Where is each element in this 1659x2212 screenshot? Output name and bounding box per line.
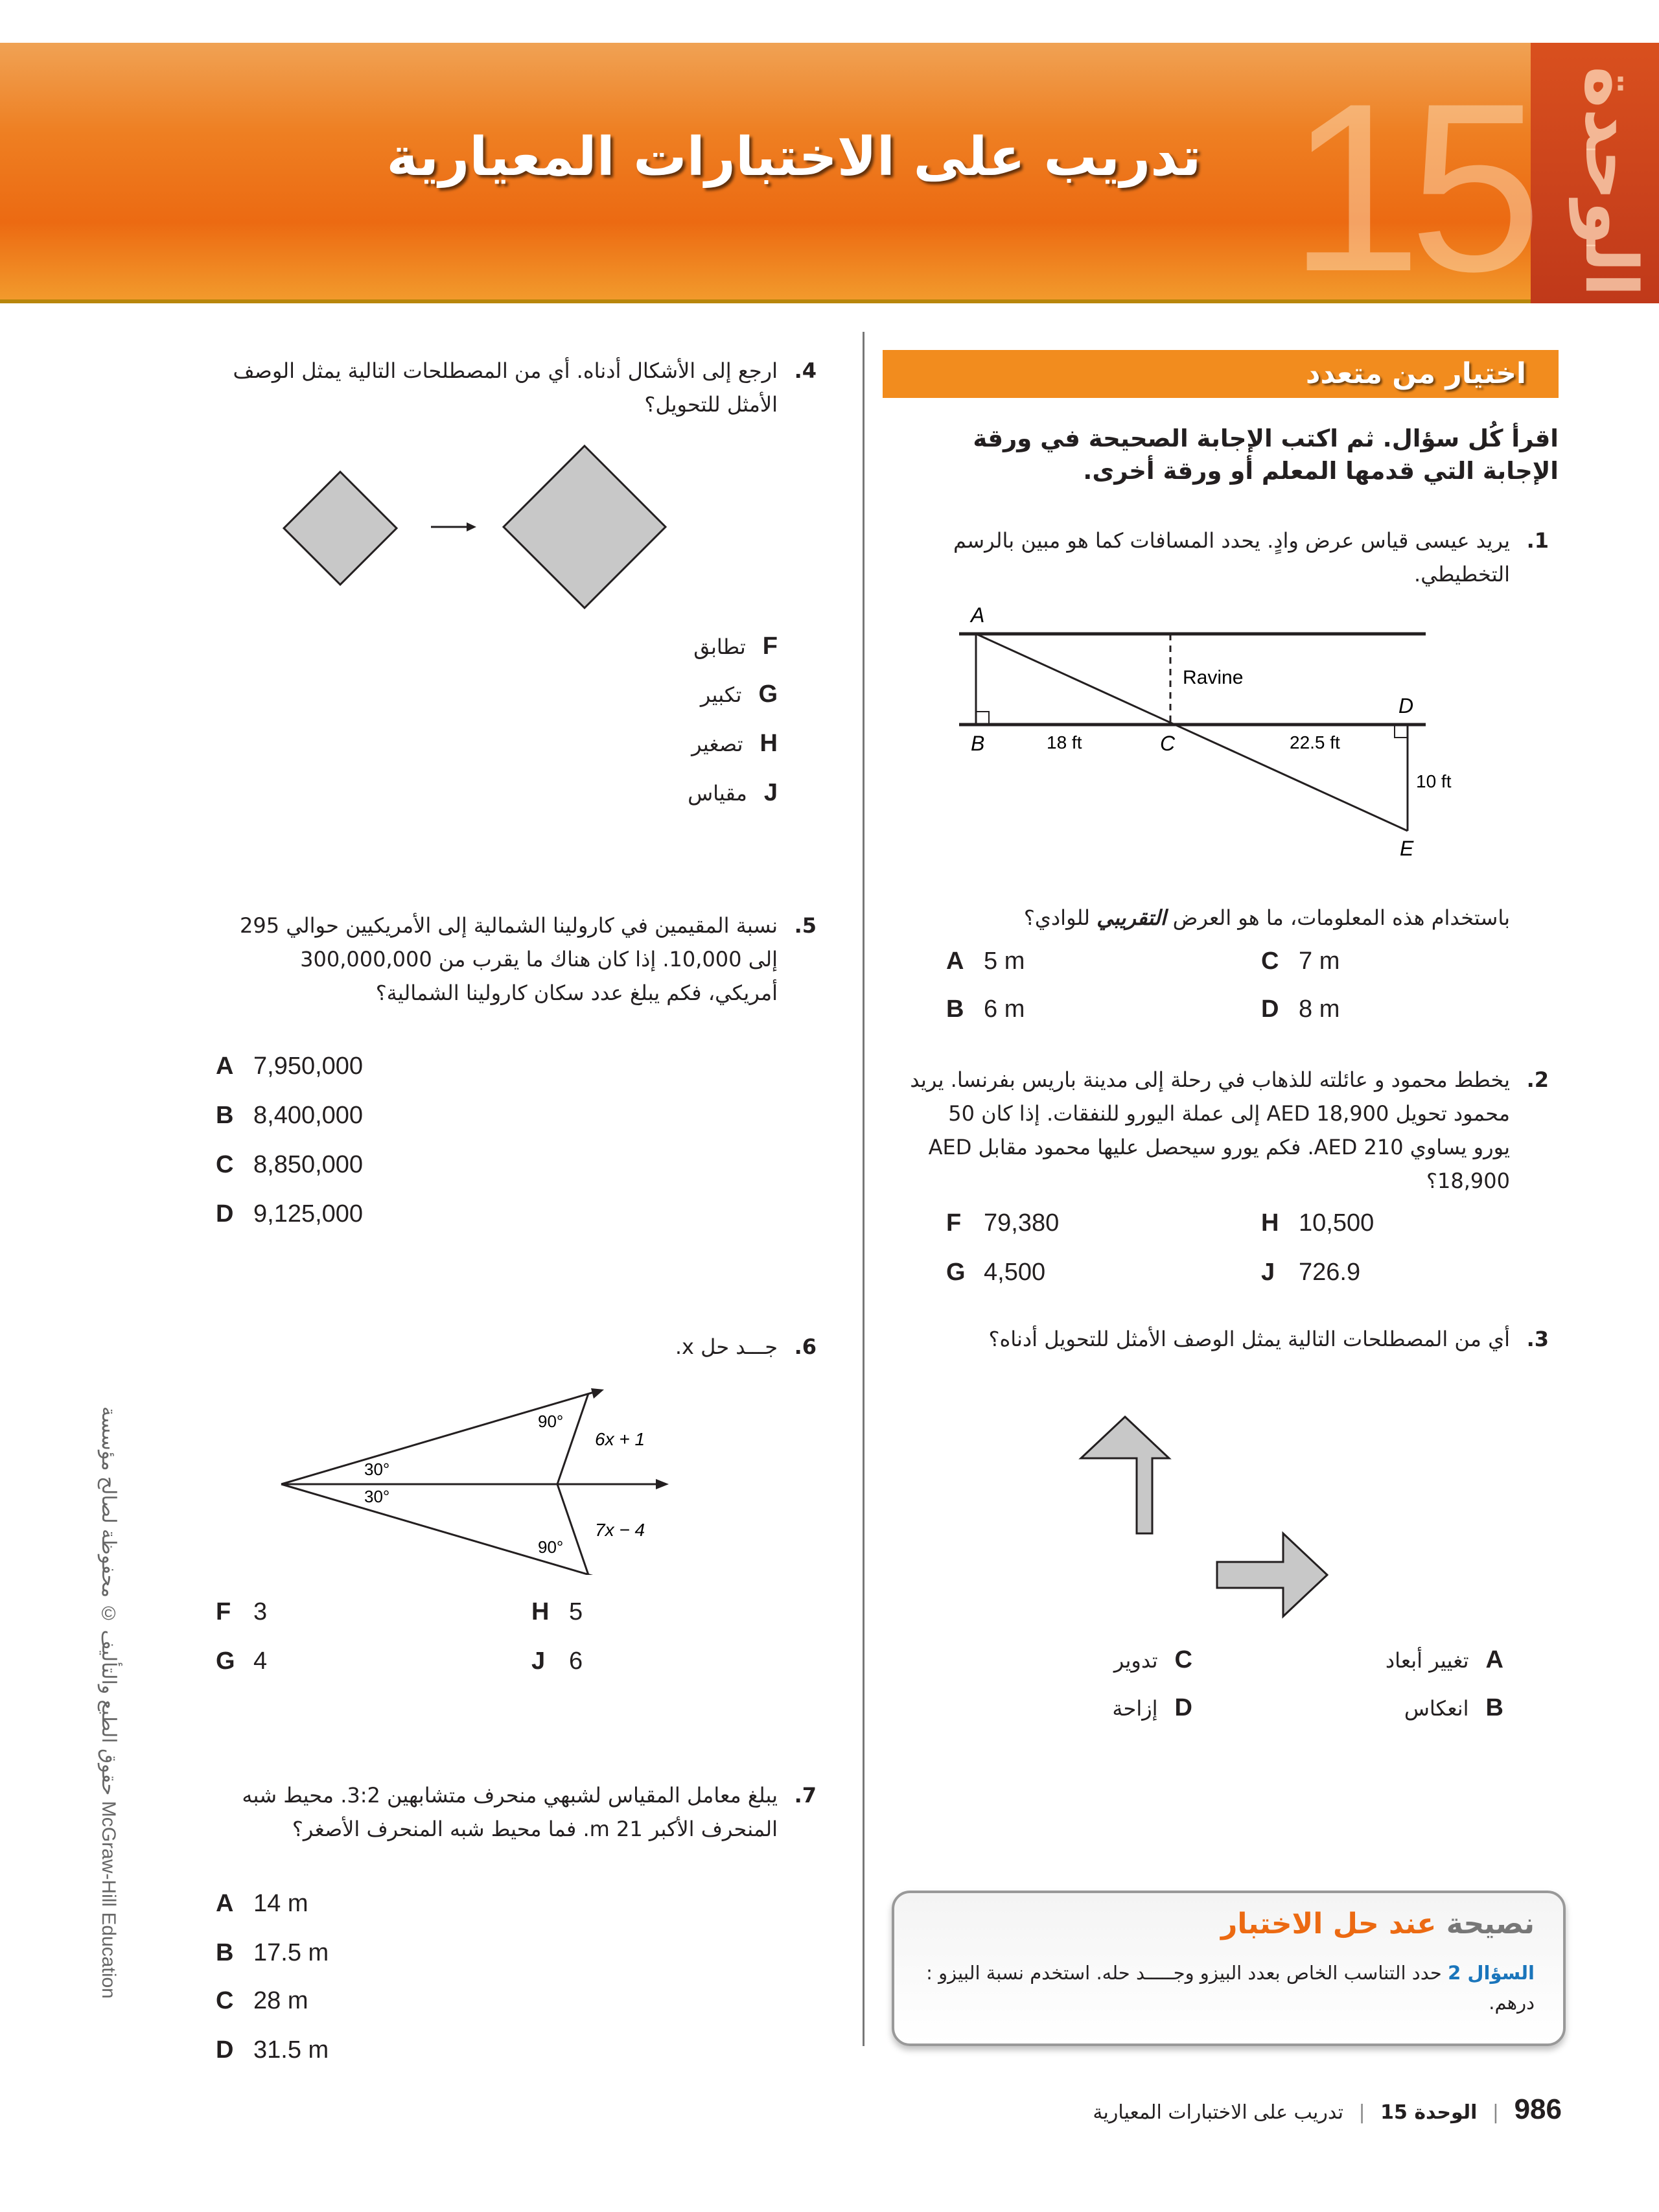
option-a[interactable]: A 14 m <box>216 1890 308 1917</box>
tip-text: حدد التناسب الخاص بعدد البيزو وجـــــد حله. استخدم نسبة البيزو : درهم. <box>926 1962 1535 2014</box>
question-2: 2. يخطط محمود و عائلته للذهاب في رحلة إلى مدينة باريس بفرنسا. يريد محمود تحويل AED 18,900 إلى عملة اليورو للنفقات. إذا كان 50 يورو يساوي AED 210. فكم يورو سيحصل عليها محمود مقابل AED 18,900؟ <box>910 1067 1549 1193</box>
option-b[interactable]: B 8,400,000 <box>216 1102 364 1129</box>
expr-bottom: 7x − 4 <box>595 1520 645 1540</box>
question-7: 7. يبلغ معامل المقياس لشبهي منحرف متشابهين 3:2. محيط شبه المنحرف الأكبر 21 m. فما محيط شبه المنحرف الأصغر؟ <box>242 1783 817 1841</box>
option-b[interactable]: B 6 m <box>946 995 1025 1023</box>
length-cd: 22.5 ft <box>1290 732 1340 752</box>
question-text: يبلغ معامل المقياس لشبهي منحرف متشابهين 3:2. محيط شبه المنحرف الأكبر 21 m. فما محيط شبه المنحرف الأصغر؟ <box>242 1783 778 1841</box>
option-j[interactable]: J 726.9 <box>1261 1259 1361 1286</box>
option-d[interactable]: D 8 m <box>1261 995 1340 1023</box>
option-c[interactable]: C 7 m <box>1261 948 1340 975</box>
right-angle-b <box>976 712 989 725</box>
option-j[interactable]: J 6 <box>531 1647 583 1675</box>
option-h[interactable]: Hتصغير <box>691 730 778 757</box>
option-d[interactable]: D 9,125,000 <box>216 1200 364 1228</box>
angle-30-top: 30° <box>364 1460 390 1479</box>
question-5: 5. نسبة المقيمين في كارولينا الشمالية إلى الأمريكيين حوالي 295 إلى 10,000. إذا كان هناك ما يقرب من 300,000,000 أمريكي، فكم يبلغ عدد سكان كارولينا الشمالية؟ <box>239 913 817 1005</box>
page-number: 986 <box>1514 2093 1562 2125</box>
question-1-prompt: باستخدام هذه المعلومات، ما هو العرض التقريبي للوادي؟ <box>1023 905 1510 930</box>
ravine-label: Ravine <box>1183 667 1244 688</box>
label-e: E <box>1400 837 1414 860</box>
lower-perpendicular <box>557 1484 588 1575</box>
instructions: اقرأ كُل سؤال. ثم اكتب الإجابة الصحيحة في ورقة الإجابة التي قدمها المعلم أو ورقة أخرى. <box>973 425 1559 485</box>
question-text: ارجع إلى الأشكال أدناه. أي من المصطلحات التالية يمثل الوصف الأمثل للتحويل؟ <box>233 358 778 417</box>
option-g[interactable]: Gتكبير <box>700 681 778 708</box>
question-text: يريد عيسى قياس عرض وادٍ. يحدد المسافات كما هو مبين بالرسم التخطيطي. <box>953 528 1510 587</box>
footer-title: تدريب على الاختبارات المعيارية <box>1093 2101 1343 2124</box>
angle-90-bottom: 90° <box>538 1537 564 1557</box>
unit-number: 15 <box>1288 54 1529 321</box>
copyright-notice: حقوق الطبع والتأليف © محفوظة لصالح مؤسسة McGraw-Hill Education <box>98 1406 119 1999</box>
option-j[interactable]: Jمقياس <box>688 779 778 806</box>
option-f[interactable]: F 3 <box>216 1598 268 1625</box>
ravine-diagram <box>946 603 1465 868</box>
option-h[interactable]: H 10,500 <box>1261 1209 1375 1237</box>
option-c[interactable]: C 28 m <box>216 1987 308 2014</box>
option-h[interactable]: H 5 <box>531 1598 583 1625</box>
label-b: B <box>971 732 985 755</box>
page-footer: 986 | الوحدة 15 | تدريب على الاختبارات المعيارية <box>1093 2093 1562 2125</box>
option-d[interactable]: D 31.5 m <box>216 2036 329 2064</box>
section-banner: اختيار من متعدد <box>883 350 1559 398</box>
tip-label: السؤال 2 <box>1448 1962 1535 1984</box>
question-text: نسبة المقيمين في كارولينا الشمالية إلى الأمريكيين حوالي 295 إلى 10,000. إذا كان هناك ما يقرب من 300,000,000 أمريكي، فكم يبلغ عدد سكان كارولينا الشمالية؟ <box>239 913 778 1005</box>
footer-unit: الوحدة 15 <box>1380 2101 1478 2124</box>
angle-figure <box>272 1380 687 1575</box>
upper-ray <box>281 1391 596 1484</box>
emphasis: التقريبي <box>1096 905 1166 930</box>
question-6: 6. جـــد حل x. <box>675 1334 817 1359</box>
option-b[interactable]: Bانعكاس <box>1404 1694 1503 1721</box>
page-title: تدريب على الاختبارات المعيارية <box>386 126 1201 188</box>
angle-90-top: 90° <box>538 1412 564 1431</box>
option-c[interactable]: C 8,850,000 <box>216 1151 364 1178</box>
option-g[interactable]: G 4 <box>216 1647 268 1675</box>
option-a[interactable]: Aتغيير أبعاد <box>1385 1646 1503 1673</box>
length-bc: 18 ft <box>1047 732 1082 752</box>
expr-top: 6x + 1 <box>595 1429 645 1449</box>
question-text: جـــد حل x. <box>675 1334 778 1359</box>
right-arrow <box>1217 1533 1327 1616</box>
option-g[interactable]: G 4,500 <box>946 1259 1046 1286</box>
large-diamond <box>504 446 666 608</box>
column-divider <box>863 332 864 2046</box>
option-b[interactable]: B 17.5 m <box>216 1939 329 1966</box>
question-text: يخطط محمود و عائلته للذهاب في رحلة إلى مدينة باريس بفرنسا. يريد محمود تحويل AED 18,900 إلى عملة اليورو للنفقات. إذا كان 50 يورو يساوي AED 210. فكم يورو سيحصل عليها محمود مقابل AED 18,900؟ <box>910 1067 1510 1193</box>
arrow-transformation-figure <box>1076 1413 1335 1627</box>
label-a: A <box>971 603 985 627</box>
lower-ray <box>281 1484 596 1575</box>
option-f[interactable]: F 79,380 <box>946 1209 1060 1237</box>
option-c[interactable]: Cتدوير <box>1113 1646 1192 1673</box>
length-de: 10 ft <box>1416 771 1452 791</box>
label-c: C <box>1160 732 1176 755</box>
question-number: 1. <box>1526 528 1549 553</box>
question-3: 3. أي من المصطلحات التالية يمثل الوصف الأمثل للتحويل أدناه؟ <box>988 1327 1549 1351</box>
option-a[interactable]: A 7,950,000 <box>216 1053 364 1080</box>
tip-title-a: نصيحة <box>1446 1907 1535 1940</box>
small-diamond <box>284 472 397 585</box>
label-d: D <box>1398 694 1414 717</box>
option-d[interactable]: Dإزاحة <box>1112 1694 1192 1721</box>
up-arrow <box>1081 1417 1169 1533</box>
unit-label: الوحدة <box>1570 66 1653 297</box>
tip-title-b: عند حل الاختبار <box>1221 1907 1437 1940</box>
segment-ae <box>976 634 1408 831</box>
diamond-figure <box>279 441 680 616</box>
question-4: 4. ارجع إلى الأشكال أدناه. أي من المصطلحات التالية يمثل الوصف الأمثل للتحويل؟ <box>233 358 817 417</box>
question-1 <box>920 524 1549 591</box>
option-a[interactable]: A 5 m <box>946 948 1025 975</box>
upper-perpendicular <box>557 1393 588 1484</box>
angle-30-bottom: 30° <box>364 1487 390 1506</box>
option-f[interactable]: Fتطابق <box>693 633 778 660</box>
question-text: أي من المصطلحات التالية يمثل الوصف الأمثل للتحويل أدناه؟ <box>988 1327 1510 1351</box>
test-tip-box <box>892 1891 1566 2046</box>
right-angle-d <box>1395 725 1408 738</box>
